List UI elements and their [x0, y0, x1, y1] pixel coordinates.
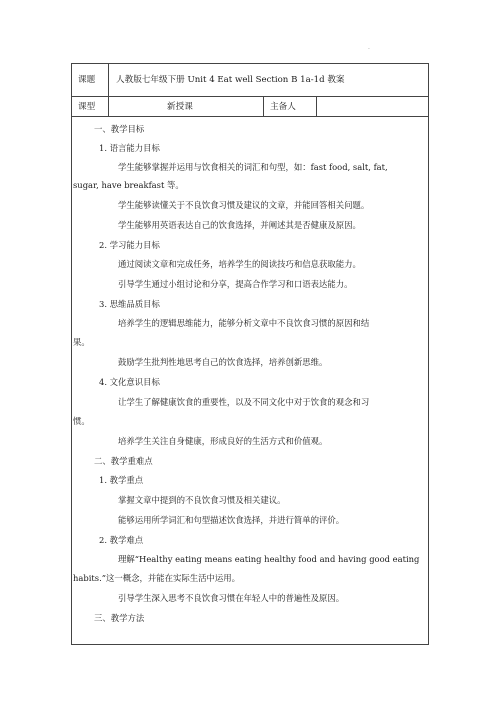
paragraph: 鼓励学生批判性地思考自己的饮食选择，培养创新思维。	[118, 357, 328, 367]
paragraph: 能够运用所学词汇和句型描述饮食选择，并进行简单的评价。	[118, 515, 345, 525]
paragraph: 惯。	[73, 416, 90, 426]
type-divider	[108, 97, 109, 116]
subheading-language: 1. 语言能力目标	[99, 143, 160, 153]
section-heading-key-points: 二、教学重难点	[94, 456, 153, 466]
topic-label: 课题	[78, 75, 96, 85]
paragraph: 学生能够掌握并运用与饮食相关的词汇和句型，如：fast food, salt, fat,	[118, 162, 388, 172]
preparer-divider-right	[316, 97, 317, 116]
subheading-difficult: 2. 教学难点	[99, 535, 144, 545]
type-label: 课型	[78, 102, 96, 112]
paragraph: 通过阅读文章和完成任务，培养学生的阅读技巧和信息获取能力。	[118, 259, 361, 269]
topic-divider	[108, 64, 109, 96]
subheading-learning: 2. 学习能力目标	[99, 240, 160, 250]
paragraph: 引导学生通过小组讨论和分享，提高合作学习和口语表达能力。	[118, 279, 353, 289]
paragraph: 培养学生的逻辑思维能力，能够分析文章中不良饮食习惯的原因和结	[118, 318, 370, 328]
topic-value: 人教版七年级下册 Unit 4 Eat well Section B 1a-1d 教案	[116, 75, 345, 85]
topic-row	[72, 64, 428, 97]
subheading-culture: 4. 文化意识目标	[99, 377, 160, 387]
paragraph: 学生能够读懂关于不良饮食习惯及建议的文章，并能回答相关问题。	[118, 200, 370, 210]
paragraph: sugar, have breakfast 等。	[73, 180, 184, 190]
paragraph: 培养学生关注自身健康，形成良好的生活方式和价值观。	[118, 436, 328, 446]
paragraph: 掌握文章中提到的不良饮食习惯及相关建议。	[118, 495, 286, 505]
paragraph: 果。	[73, 337, 90, 347]
paragraph: 理解“Healthy eating means eating healthy food and having good eating	[118, 554, 420, 564]
paragraph: habits.”这一概念，并能在实际生活中运用。	[73, 573, 241, 583]
paragraph: 引导学生深入思考不良饮食习惯在年轻人中的普遍性及原因。	[118, 593, 345, 603]
lesson-content	[72, 117, 428, 644]
section-heading-objectives: 一、教学目标	[94, 124, 145, 134]
lesson-plan-table	[71, 63, 429, 645]
paragraph: 让学生了解健康饮食的重要性，以及不同文化中对于饮食的观念和习	[118, 397, 370, 407]
preparer-divider-left	[263, 97, 264, 116]
type-value: 新授课	[167, 102, 193, 112]
stray-dot: .	[368, 44, 370, 51]
type-row	[72, 97, 428, 117]
section-heading-methods: 三、教学方法	[94, 613, 145, 623]
paragraph: 学生能够用英语表达自己的饮食选择，并阐述其是否健康及原因。	[118, 220, 361, 230]
subheading-key: 1. 教学重点	[99, 475, 144, 485]
subheading-thinking: 3. 思维品质目标	[99, 299, 160, 309]
preparer-label: 主备人	[270, 102, 296, 112]
